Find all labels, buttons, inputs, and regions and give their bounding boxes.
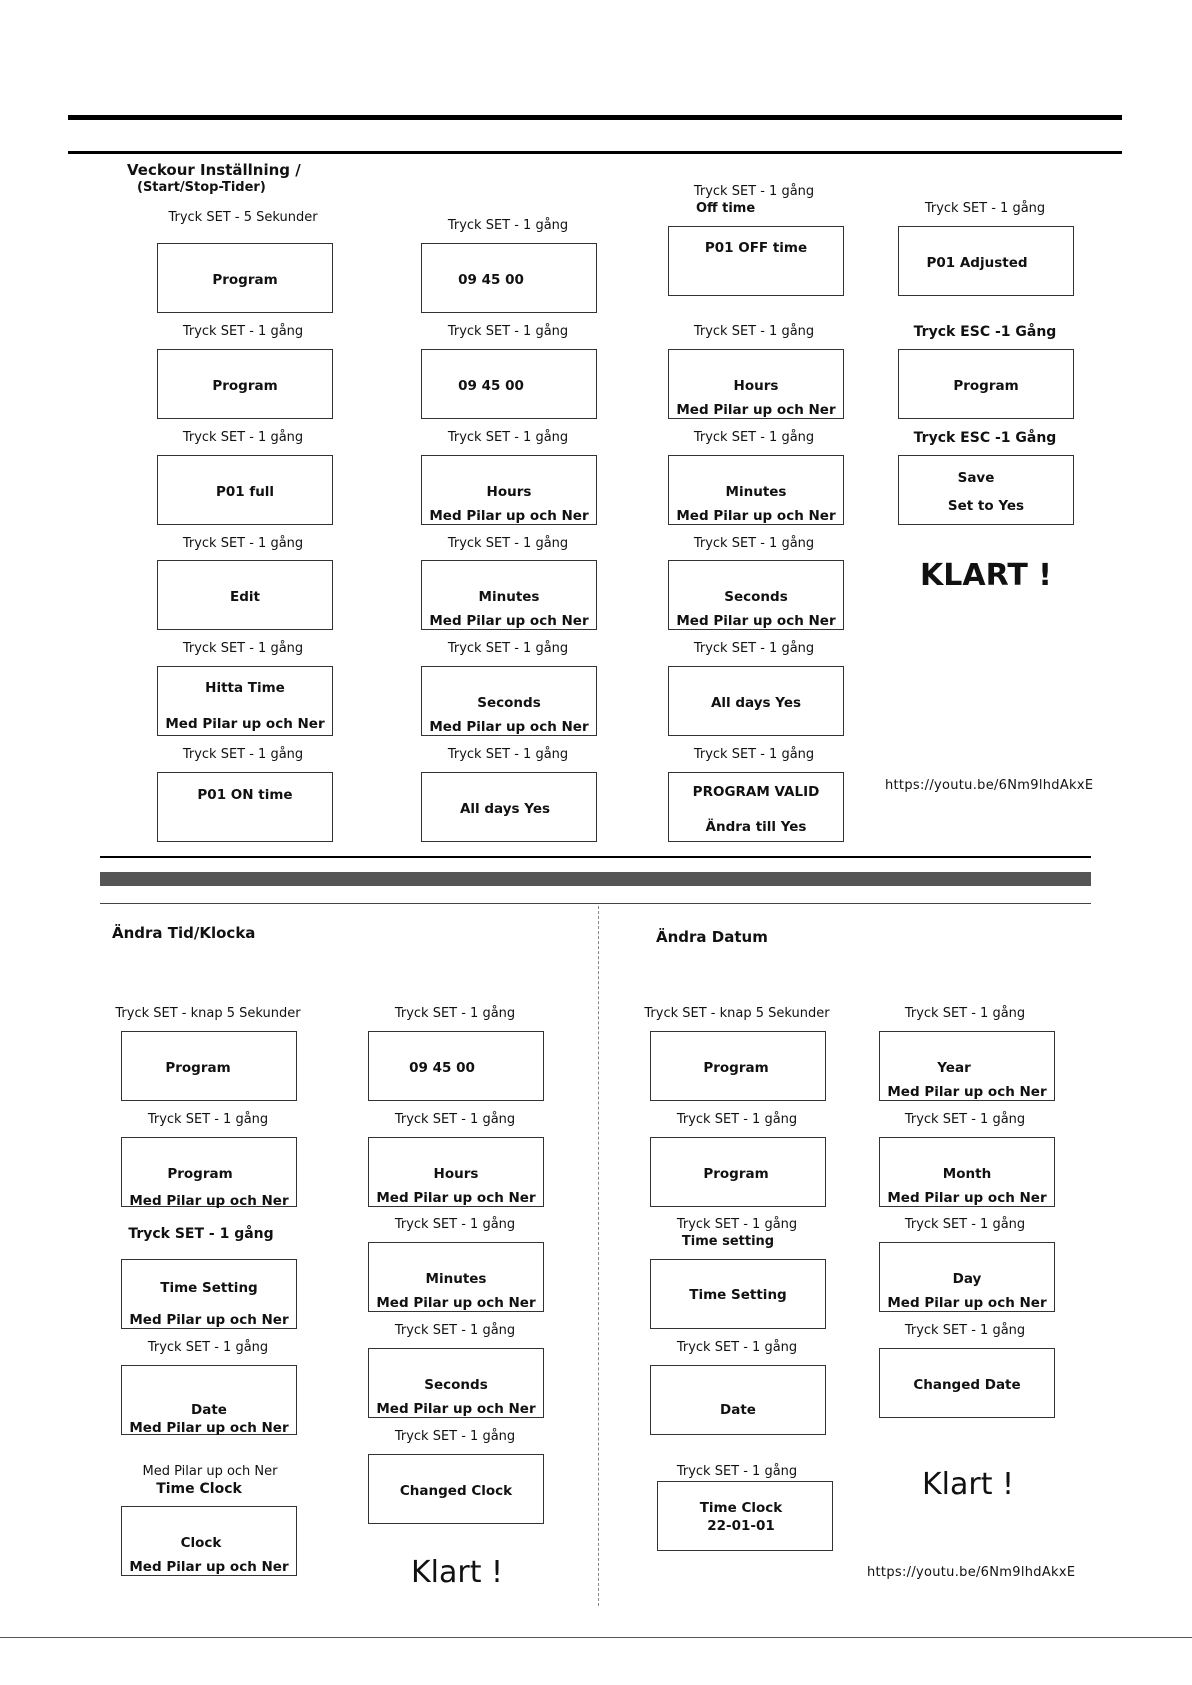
colD-label-3: Tryck SET - 1 gång <box>904 1323 1026 1338</box>
colA-box-3 <box>121 1365 297 1435</box>
colD-label-1: Tryck SET - 1 gång <box>904 1112 1026 1127</box>
col2-box-4 <box>421 666 597 736</box>
col3-step3: Tryck SET - 1 gång <box>693 536 815 551</box>
box-text: Med Pilar up och Ner <box>429 508 589 524</box>
box-text: Program <box>212 378 278 394</box>
box-text: Time Clock <box>699 1500 783 1516</box>
box-text: Program <box>953 378 1019 394</box>
col3-step4: Tryck SET - 1 gång <box>693 641 815 656</box>
colA-label-4: Med Pilar up och Ner <box>142 1464 278 1479</box>
section3-title: Ändra Datum <box>656 928 768 946</box>
col3-box-4 <box>668 666 844 736</box>
box-text: Changed Clock <box>399 1483 513 1499</box>
colA-box-2 <box>121 1259 297 1329</box>
box-text: Med Pilar up och Ner <box>129 1420 289 1436</box>
col3-box-2 <box>668 455 844 525</box>
box-text: All days Yes <box>710 695 802 711</box>
box-text: Ändra till Yes <box>705 819 807 835</box>
col3-box-5 <box>668 772 844 842</box>
col1-step1: Tryck SET - 1 gång <box>182 324 304 339</box>
box-text: 09 45 00 <box>458 378 524 394</box>
section2-klart: Klart ! <box>410 1555 504 1590</box>
box-text: Hours <box>733 378 779 394</box>
box-text: Seconds <box>724 589 788 605</box>
col3-step1: Tryck SET - 1 gång <box>693 324 815 339</box>
colC-label-5: Tryck SET - 1 gång <box>676 1464 798 1479</box>
box-text: Time Setting <box>689 1287 787 1303</box>
colC-label-0: Tryck SET - knap 5 Sekunder <box>644 1006 830 1021</box>
colB-box-0 <box>368 1031 544 1101</box>
box-text: Med Pilar up och Ner <box>129 1193 289 1209</box>
col1-box-2 <box>157 455 333 525</box>
col2-box-5 <box>421 772 597 842</box>
box-text: Med Pilar up och Ner <box>676 402 836 418</box>
colC-box-4 <box>657 1481 833 1551</box>
col2-step1: Tryck SET - 1 gång <box>447 324 569 339</box>
box-text: Hitta Time <box>205 680 285 696</box>
colD-box-2 <box>879 1242 1055 1312</box>
box-text: Program <box>703 1060 769 1076</box>
col3-box-3 <box>668 560 844 630</box>
colA-box-0 <box>121 1031 297 1101</box>
box-text: Med Pilar up och Ner <box>676 508 836 524</box>
mid-rule <box>100 856 1091 858</box>
colB-box-3 <box>368 1348 544 1418</box>
box-text: 22-01-01 <box>707 1518 775 1534</box>
box-text: Med Pilar up och Ner <box>376 1401 536 1417</box>
col2-step5: Tryck SET - 1 gång <box>447 747 569 762</box>
col2-step0: Tryck SET - 1 gång <box>447 218 569 233</box>
box-text: Year <box>937 1060 971 1076</box>
col2-step2: Tryck SET - 1 gång <box>447 430 569 445</box>
col3-box-1 <box>668 349 844 419</box>
col3-step0: Tryck SET - 1 gång <box>693 184 815 199</box>
box-text: Seconds <box>477 695 541 711</box>
top-rule <box>68 115 1122 120</box>
col1-step0: Tryck SET - 5 Sekunder <box>168 210 318 225</box>
box-text: Program <box>167 1166 233 1182</box>
col1-box-3 <box>157 560 333 630</box>
col1-box-5 <box>157 772 333 842</box>
colC-label-1: Tryck SET - 1 gång <box>676 1112 798 1127</box>
box-text: P01 ON time <box>197 787 293 803</box>
box-text: PROGRAM VALID <box>692 784 820 800</box>
col2-step3: Tryck SET - 1 gång <box>447 536 569 551</box>
box-text: P01 OFF time <box>704 240 808 256</box>
box-text: Program <box>703 1166 769 1182</box>
col2-step4: Tryck SET - 1 gång <box>447 641 569 656</box>
box-text: Med Pilar up och Ner <box>676 613 836 629</box>
colC-box-2 <box>650 1259 826 1329</box>
colC-label-4: Tryck SET - 1 gång <box>676 1340 798 1355</box>
box-text: Hours <box>433 1166 479 1182</box>
section1-title: Veckour Inställning / <box>127 161 301 179</box>
colA-label-0: Tryck SET - knap 5 Sekunder <box>115 1006 301 1021</box>
colA-label-2: Tryck SET - 1 gång <box>128 1226 274 1242</box>
box-text: Month <box>942 1166 992 1182</box>
col3-step5: Tryck SET - 1 gång <box>693 747 815 762</box>
colD-box-3 <box>879 1348 1055 1418</box>
colA-label-3: Tryck SET - 1 gång <box>147 1340 269 1355</box>
colD-box-0 <box>879 1031 1055 1101</box>
col4-box-0 <box>898 226 1074 296</box>
col4-box-1 <box>898 349 1074 419</box>
mid-bar <box>100 872 1091 886</box>
section3-klart: Klart ! <box>921 1467 1015 1502</box>
header-rule <box>68 151 1122 154</box>
col1-step2: Tryck SET - 1 gång <box>182 430 304 445</box>
box-text: P01 Adjusted <box>926 255 1028 271</box>
box-text: Med Pilar up och Ner <box>429 719 589 735</box>
colB-label-2: Tryck SET - 1 gång <box>394 1112 516 1127</box>
col3-off-time: Off time <box>696 201 756 216</box>
box-text: Date <box>191 1402 227 1418</box>
box-text: Set to Yes <box>947 498 1025 514</box>
box-text: Med Pilar up och Ner <box>887 1084 1047 1100</box>
col2-box-0 <box>421 243 597 313</box>
section3-link[interactable]: https://youtu.be/6Nm9lhdAkxE <box>867 1565 1076 1580</box>
section2-title: Ändra Tid/Klocka <box>112 924 256 942</box>
col1-box-1 <box>157 349 333 419</box>
col3-step2: Tryck SET - 1 gång <box>693 430 815 445</box>
box-text: Day <box>952 1271 982 1287</box>
box-text: Edit <box>230 589 260 605</box>
box-text: Save <box>957 470 995 486</box>
colB-box-2 <box>368 1242 544 1312</box>
box-text: Med Pilar up och Ner <box>129 1312 289 1328</box>
colD-box-1 <box>879 1137 1055 1207</box>
col2-box-3 <box>421 560 597 630</box>
col2-box-2 <box>421 455 597 525</box>
box-text: 09 45 00 <box>409 1060 475 1076</box>
section-divider <box>598 906 599 1606</box>
colD-label-2: Tryck SET - 1 gång <box>904 1217 1026 1232</box>
box-text: Hours <box>486 484 532 500</box>
col1-box-4 <box>157 666 333 736</box>
box-text: Med Pilar up och Ner <box>887 1295 1047 1311</box>
box-text: Minutes <box>725 484 787 500</box>
colB-box-1 <box>368 1137 544 1207</box>
box-text: Med Pilar up och Ner <box>129 1559 289 1575</box>
section1-klart: KLART ! <box>920 558 1052 593</box>
colA-box-1 <box>121 1137 297 1207</box>
box-text: Minutes <box>425 1271 487 1287</box>
box-text: Med Pilar up och Ner <box>887 1190 1047 1206</box>
col1-step3: Tryck SET - 1 gång <box>182 536 304 551</box>
colB-label-0: Tryck SET - 1 gång <box>394 1006 516 1021</box>
colB-label-3: Tryck SET - 1 gång <box>394 1323 516 1338</box>
colB-label-4: Tryck SET - 1 gång <box>394 1429 516 1444</box>
box-text: Changed Date <box>913 1377 1021 1393</box>
col4-step0: Tryck SET - 1 gång <box>924 201 1046 216</box>
colA-box-4 <box>121 1506 297 1576</box>
col2-box-1 <box>421 349 597 419</box>
footer-rule <box>0 1637 1192 1638</box>
colC-box-3 <box>650 1365 826 1435</box>
box-text: Program <box>212 272 278 288</box>
box-text: Time Setting <box>160 1280 258 1296</box>
box-text: Med Pilar up och Ner <box>376 1295 536 1311</box>
mid-rule-2 <box>100 903 1091 904</box>
box-text: P01 full <box>215 484 275 500</box>
colB-box-4 <box>368 1454 544 1524</box>
colA-label-5: Time Clock <box>156 1481 242 1497</box>
colC-box-1 <box>650 1137 826 1207</box>
col1-step5: Tryck SET - 1 gång <box>182 747 304 762</box>
box-text: Med Pilar up och Ner <box>429 613 589 629</box>
box-text: Med Pilar up och Ner <box>165 716 325 732</box>
box-text: Clock <box>180 1535 222 1551</box>
box-text: Date <box>720 1402 756 1418</box>
box-text: 09 45 00 <box>458 272 524 288</box>
col1-box-0 <box>157 243 333 313</box>
col4-box-2 <box>898 455 1074 525</box>
col1-step4: Tryck SET - 1 gång <box>182 641 304 656</box>
colA-label-1: Tryck SET - 1 gång <box>147 1112 269 1127</box>
colC-label-2: Tryck SET - 1 gång <box>676 1217 798 1232</box>
box-text: Minutes <box>478 589 540 605</box>
colC-box-0 <box>650 1031 826 1101</box>
section1-link[interactable]: https://youtu.be/6Nm9lhdAkxE <box>885 778 1094 793</box>
box-text: Program <box>165 1060 231 1076</box>
colB-label-1: Tryck SET - 1 gång <box>394 1217 516 1232</box>
box-text: Med Pilar up och Ner <box>376 1190 536 1206</box>
col3-box-0 <box>668 226 844 296</box>
colD-label-0: Tryck SET - 1 gång <box>904 1006 1026 1021</box>
box-text: Seconds <box>424 1377 488 1393</box>
col4-step1: Tryck ESC -1 Gång <box>913 324 1057 340</box>
col4-step2: Tryck ESC -1 Gång <box>913 430 1057 446</box>
colC-label-3: Time setting <box>681 1234 775 1249</box>
section1-subtitle: (Start/Stop-Tider) <box>137 180 266 195</box>
box-text: All days Yes <box>459 801 551 817</box>
